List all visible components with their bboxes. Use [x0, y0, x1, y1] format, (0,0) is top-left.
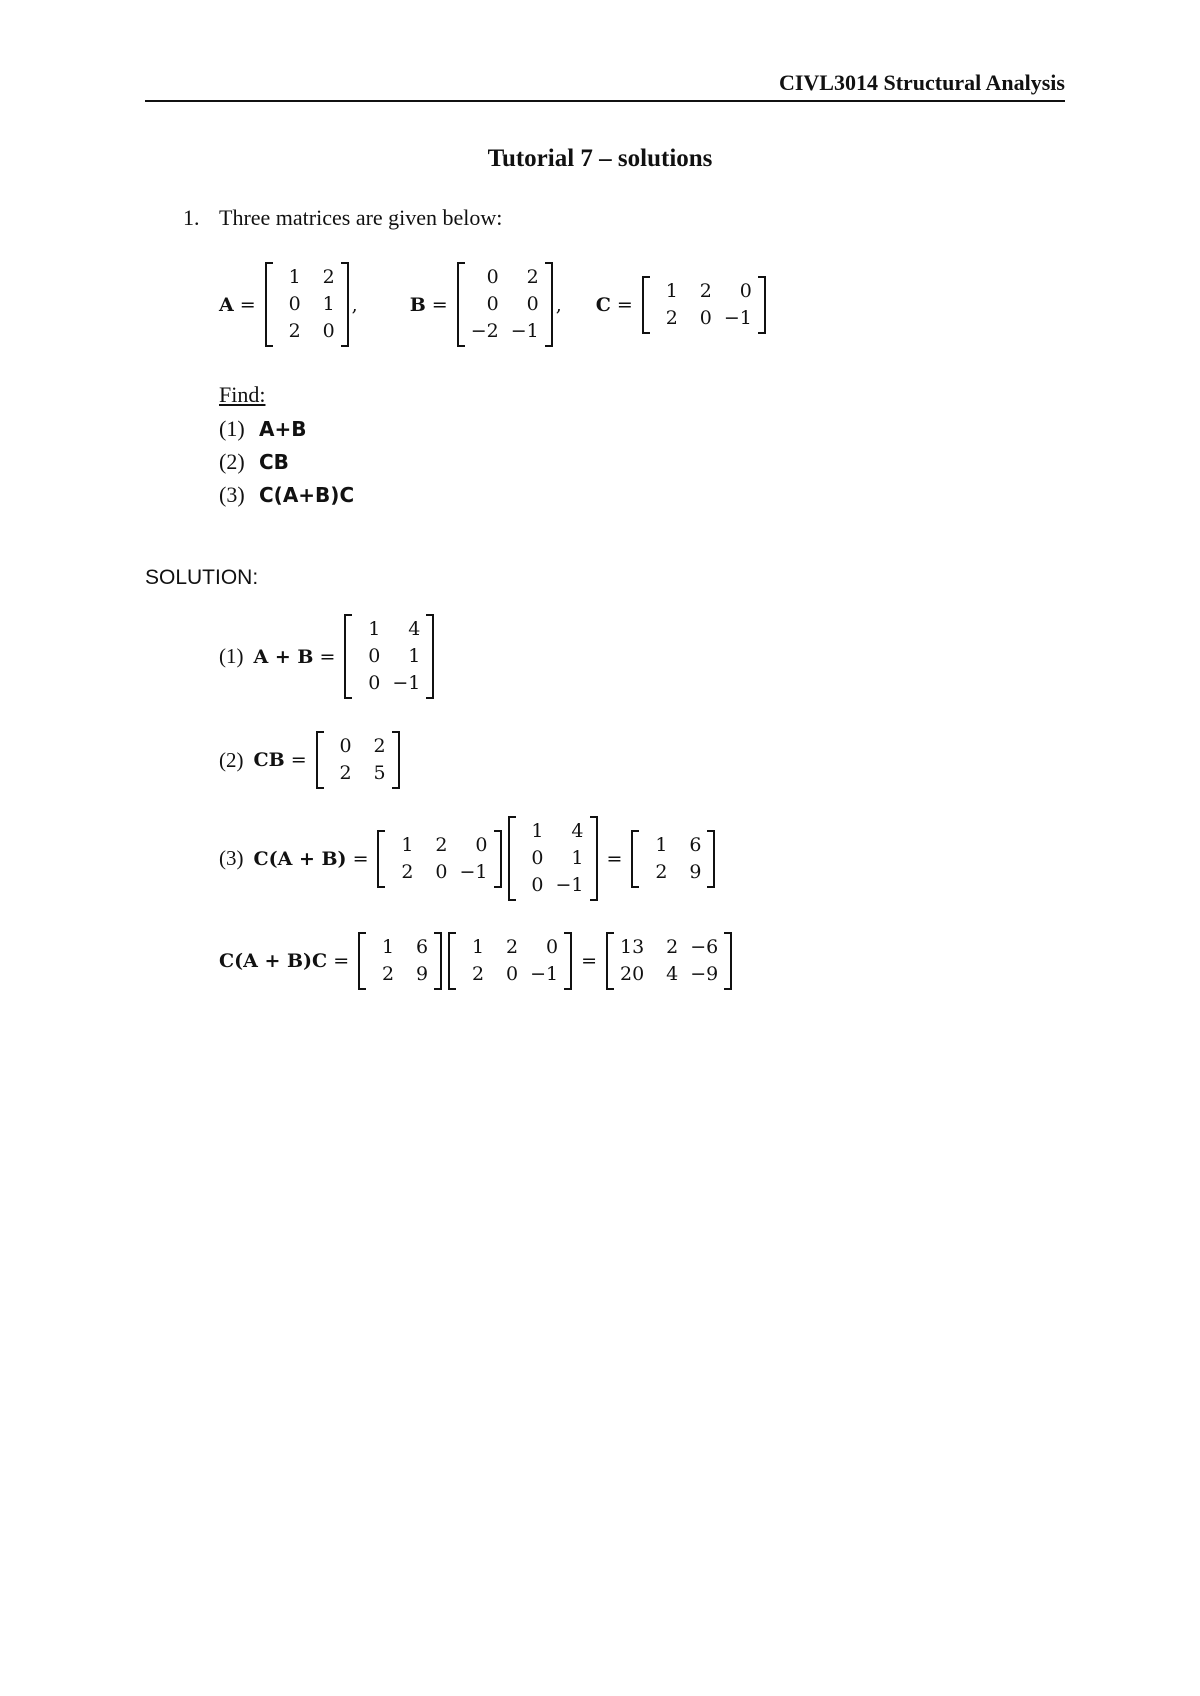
matrix-entry: 4 [408, 618, 421, 640]
matrix-row [324, 733, 392, 760]
matrix-entry: 1 [472, 936, 485, 958]
matrix-table [456, 934, 564, 988]
matrix-entry: 2 [288, 320, 301, 342]
matrix-entry: −1 [459, 860, 488, 883]
matrix-entry: 0 [486, 266, 499, 288]
find-item-2 [219, 449, 289, 475]
matrix-entry: 0 [506, 963, 519, 985]
find-item-expr: CB [259, 450, 289, 474]
matrix-entry: 2 [382, 963, 395, 985]
matrix-C [642, 276, 766, 334]
matrix-entry: 0 [368, 645, 381, 667]
matrix-entry: 9 [689, 860, 702, 883]
question-number: 1. [183, 205, 200, 230]
find-item-expr: C(A+B)C [259, 483, 355, 507]
left-matrix [358, 932, 442, 990]
matrix-row [273, 264, 341, 291]
matrix-entry: 0 [699, 306, 712, 329]
right-matrix [508, 816, 598, 901]
matrix-entry: 0 [546, 936, 559, 958]
matrix-entry: 2 [666, 936, 679, 958]
given-matrices-row: A = 1 2 0 1 2 0 , B = 0 2 0 0 −2 −1 , C = 1 2 0 2 0 −1 [219, 262, 769, 347]
matrix-entry: 9 [416, 963, 429, 985]
matrix-entry: 2 [373, 735, 386, 757]
matrix-row [639, 859, 707, 886]
header-rule [145, 100, 1065, 102]
matrix-row [516, 818, 590, 845]
solution-part-number: (3) [219, 846, 244, 870]
matrix-row [273, 318, 341, 345]
matrix-row [614, 961, 724, 988]
result-matrix [631, 830, 715, 888]
matrix-entry: −1 [510, 320, 539, 342]
solution-part-number: (1) [219, 644, 244, 668]
matrix-row [650, 278, 758, 305]
matrix-entry: 1 [288, 266, 301, 288]
solution-part-4: C(A + B)C = 1 6 2 9 1 2 0 2 0 −1 = 13 2 −6 20 4 −9 [219, 932, 735, 990]
solution-part-1: (1) A + B = 1 4 0 1 0 −1 [219, 614, 437, 699]
matrix-entry: 2 [655, 860, 668, 883]
solution-part-3: (3) C(A + B) = 1 2 0 2 0 −1 1 4 0 1 0 −1 = 1 6 2 9 [219, 816, 718, 901]
matrix-entry: 13 [620, 936, 645, 958]
matrix-row [352, 670, 426, 697]
solution-lhs: CB [253, 749, 285, 771]
result-matrix [316, 731, 400, 789]
matrix-entry: −1 [392, 672, 421, 694]
matrix-entry: 0 [531, 847, 544, 869]
result-matrix [344, 614, 434, 699]
solution-label: SOLUTION: [145, 566, 259, 589]
matrix-entry: 2 [401, 860, 414, 883]
matrix-C-label: C [595, 293, 611, 316]
matrix-row [465, 264, 545, 291]
find-item-expr: A+B [259, 417, 307, 441]
find-item-number: (1) [219, 416, 245, 441]
matrix-A-label: A [219, 293, 234, 316]
matrix-entry: 0 [322, 320, 335, 342]
matrix-entry: −6 [690, 936, 719, 958]
matrix-row [366, 934, 434, 961]
right-matrix [448, 932, 572, 990]
matrix-row [385, 832, 493, 859]
matrix-B [457, 262, 553, 347]
matrix-entry: 0 [526, 293, 539, 315]
matrix-row [650, 305, 758, 332]
matrix-table [465, 264, 545, 345]
matrix-entry: 1 [655, 833, 668, 856]
matrix-entry: 6 [416, 936, 429, 958]
matrix-entry: 4 [571, 820, 584, 842]
matrix-entry: 1 [571, 847, 584, 869]
solution-part-2: (2) CB = 0 2 2 5 [219, 731, 403, 789]
matrix-row [614, 934, 724, 961]
matrix-table [273, 264, 341, 345]
matrix-entry: 2 [339, 762, 352, 784]
matrix-entry: 6 [689, 833, 702, 856]
matrix-entry: 0 [435, 860, 448, 883]
matrix-entry: 2 [472, 963, 485, 985]
matrix-row [456, 934, 564, 961]
matrix-A [265, 262, 349, 347]
matrix-entry: −2 [470, 320, 499, 342]
left-matrix [377, 830, 501, 888]
find-item-number: (2) [219, 449, 245, 474]
matrix-row [456, 961, 564, 988]
solution-lhs: C(A + B)C [219, 950, 328, 972]
matrix-table [614, 934, 724, 988]
question-intro [183, 205, 502, 231]
matrix-entry: 0 [368, 672, 381, 694]
matrix-entry: 2 [435, 833, 448, 856]
matrix-entry: 0 [531, 874, 544, 896]
matrix-table [352, 616, 426, 697]
matrix-entry: 20 [620, 963, 645, 985]
matrix-table [650, 278, 758, 332]
matrix-table [385, 832, 493, 886]
matrix-entry: 1 [382, 936, 395, 958]
matrix-row [273, 291, 341, 318]
matrix-entry: 0 [339, 735, 352, 757]
matrix-entry: 1 [401, 833, 414, 856]
matrix-row [352, 643, 426, 670]
matrix-entry: 1 [322, 293, 335, 315]
find-item-3 [219, 482, 354, 508]
matrix-entry: −1 [530, 963, 559, 985]
matrix-table [324, 733, 392, 787]
matrix-entry: 0 [475, 833, 488, 856]
matrix-entry: 2 [699, 279, 712, 302]
matrix-table [516, 818, 590, 899]
matrix-entry: −1 [723, 306, 752, 329]
matrix-entry: 5 [373, 762, 386, 784]
result-matrix [606, 932, 732, 990]
solution-lhs: C(A + B) [253, 847, 347, 870]
find-item-1 [219, 416, 306, 442]
matrix-row [352, 616, 426, 643]
matrix-entry: 2 [526, 266, 539, 288]
matrix-table [366, 934, 434, 988]
matrix-entry: 0 [288, 293, 301, 315]
matrix-entry: 1 [531, 820, 544, 842]
solution-lhs: A + B [253, 645, 314, 668]
solution-part-number: (2) [219, 747, 244, 772]
matrix-row [465, 291, 545, 318]
matrix-entry: 2 [322, 266, 335, 288]
question-text: Three matrices are given below: [219, 205, 503, 230]
matrix-entry: 1 [408, 645, 421, 667]
page-title: Tutorial 7 – solutions [487, 145, 713, 172]
matrix-row [516, 872, 590, 899]
matrix-entry: 2 [665, 306, 678, 329]
matrix-entry: 1 [368, 618, 381, 640]
matrix-row [324, 760, 392, 787]
matrix-entry: 4 [666, 963, 679, 985]
matrix-entry: −9 [690, 963, 719, 985]
matrix-row [639, 832, 707, 859]
matrix-entry: 2 [506, 936, 519, 958]
matrix-row [385, 859, 493, 886]
matrix-entry: 0 [486, 293, 499, 315]
course-header: CIVL3014 Structural Analysis [778, 70, 1065, 95]
matrix-entry: 0 [739, 279, 752, 302]
matrix-B-label: B [409, 293, 426, 316]
matrix-row [366, 961, 434, 988]
find-item-number: (3) [219, 482, 245, 507]
matrix-entry: −1 [555, 874, 584, 896]
matrix-entry: 1 [665, 279, 678, 302]
matrix-row [465, 318, 545, 345]
matrix-table [639, 832, 707, 886]
find-label: Find: [219, 382, 266, 407]
matrix-row [516, 845, 590, 872]
